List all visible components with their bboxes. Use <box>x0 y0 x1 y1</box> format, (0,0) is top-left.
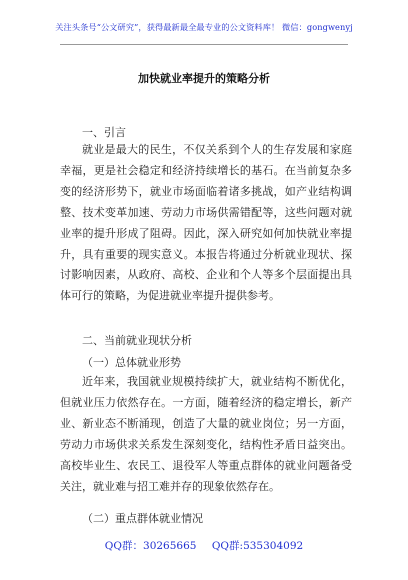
header-banner: 关注头条号“公文研究”，获得最新最全最专业的公文资料库！ 微信：gongwenyj <box>55 22 353 32</box>
section-heading-introduction: 一、引言 <box>82 126 126 139</box>
overall-situation-paragraph: 近年来，我国就业规模持续扩大，就业结构不断优化，但就业压力依然存在。一方面，随着经济的稳定增长，新产业、新业态不断涌现，创造了大量的就业岗位；另一方面，劳动力市场供求关系发生深刻变化，结构性矛盾日益突出。高校毕业生、农民工、退役军人等重点群体的就业问题备受关注，就业难与招工难并存的现象依然存在。 <box>60 375 352 493</box>
subsection-heading-key-groups: （二）重点群体就业情况 <box>82 512 203 525</box>
section-heading-current-status: 二、当前就业现状分析 <box>82 334 192 347</box>
document-title: 加快就业率提升的策略分析 <box>138 72 270 85</box>
footer-qq-group-1: QQ群：30265665 <box>104 540 197 552</box>
header-divider <box>60 44 348 45</box>
subsection-heading-overall: （一）总体就业形势 <box>82 356 181 369</box>
footer-qq-group-2: QQ群:535304092 <box>211 540 304 552</box>
intro-paragraph: 就业是最大的民生，不仅关系到个人的生存发展和家庭幸福，更是社会稳定和经济持续增长的基石。在当前复杂多变的经济形势下，就业市场面临着诸多挑战，如产业结构调整、技术变革加速、劳动力市场供需错配等，这些问题对就业率的提升形成了阻碍。因此，深入研究如何加快就业率提升，具有重要的现实意义。本报告将通过分析就业现状、探讨影响因素，从政府、高校、企业和个人等多个层面提出具体可行的策略，为促进就业率提升提供参考。 <box>60 143 352 303</box>
footer-contact <box>0 538 408 553</box>
